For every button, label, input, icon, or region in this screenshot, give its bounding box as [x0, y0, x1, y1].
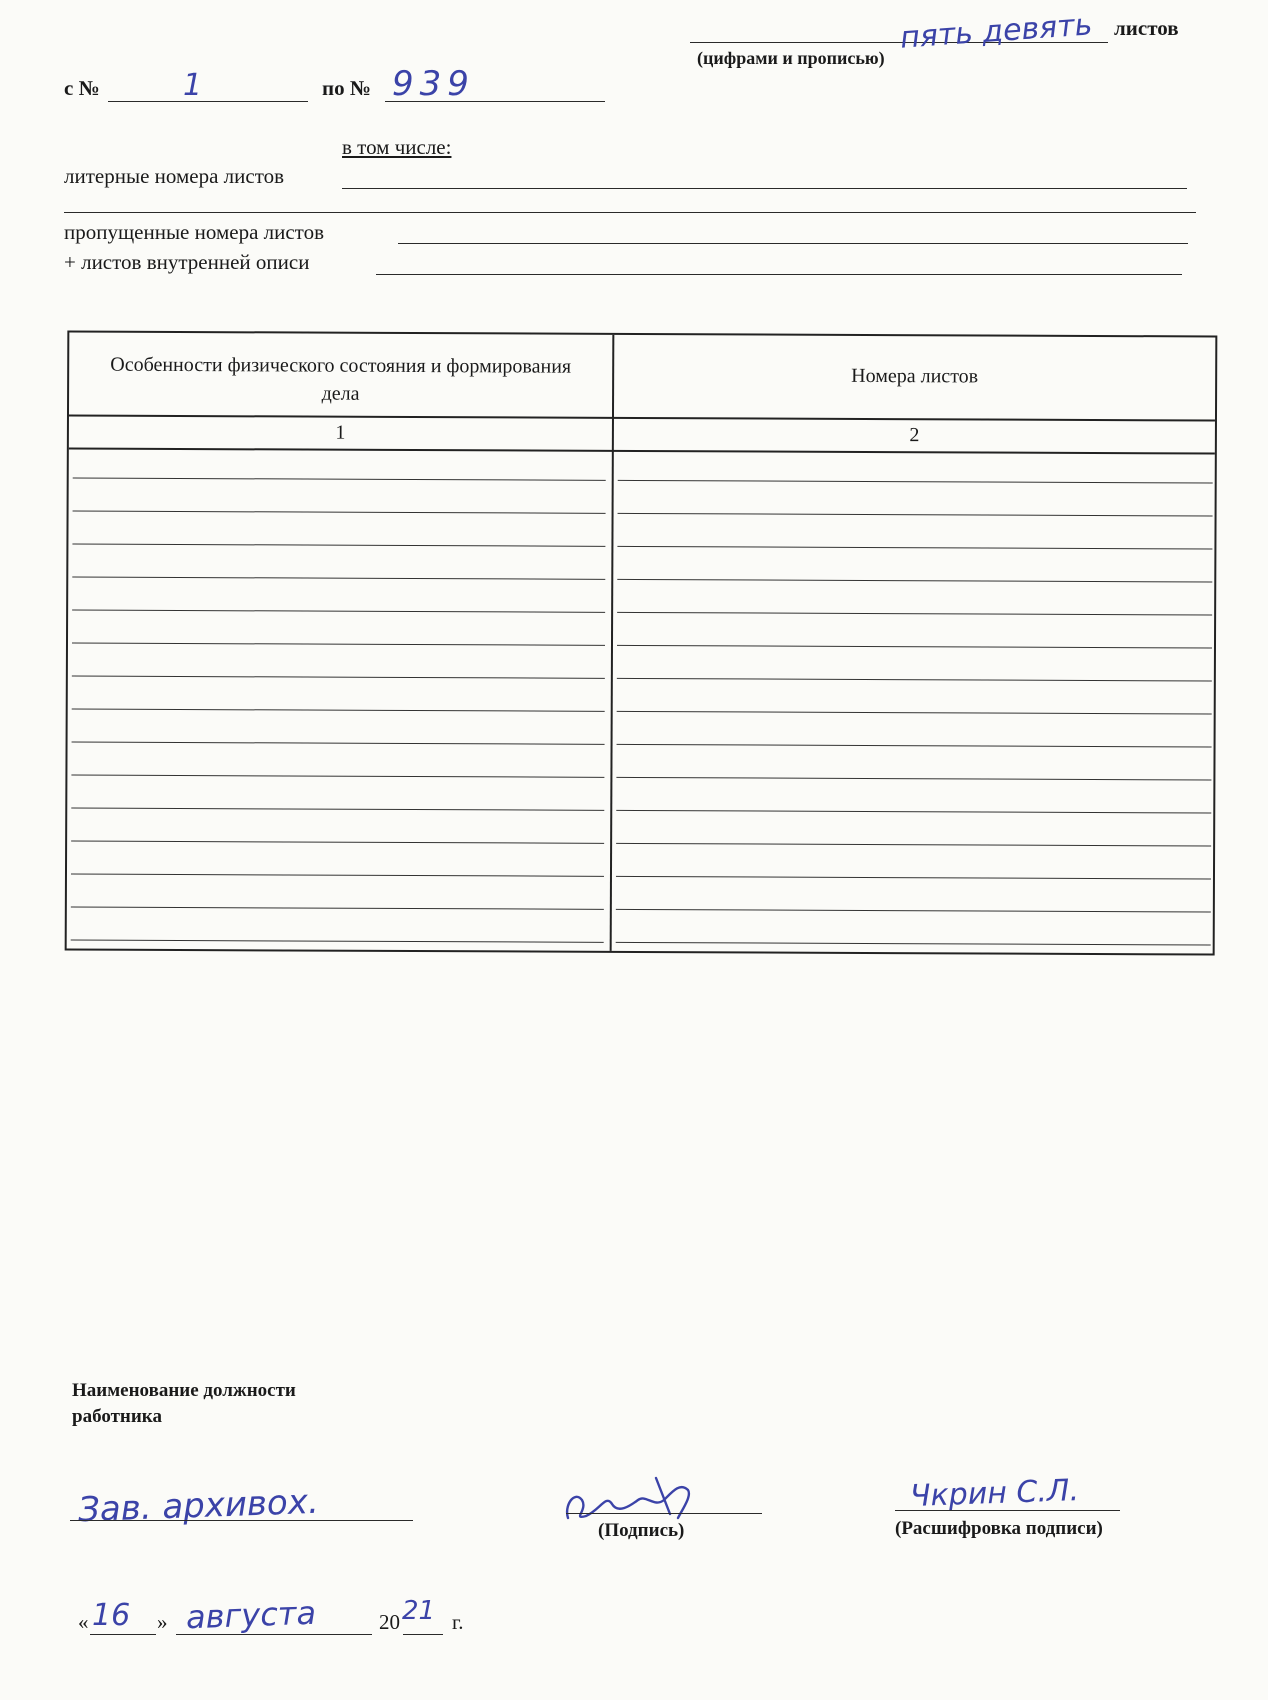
- date-year-mark: г.: [452, 1610, 464, 1634]
- condition-table: [65, 330, 1218, 955]
- table-row: [616, 876, 1211, 880]
- decode-caption: (Расшифровка подписи): [895, 1518, 1103, 1539]
- table-row: [618, 480, 1213, 484]
- internal-line: [376, 274, 1182, 275]
- col-number-2: 2: [909, 424, 920, 447]
- position-line: [70, 1520, 413, 1521]
- position-label-1: Наименование должности: [72, 1380, 296, 1401]
- col-number-1: 1: [335, 421, 346, 444]
- date-month-line: [176, 1634, 372, 1635]
- table-row: [616, 810, 1211, 814]
- sheets-word: листов: [1114, 16, 1179, 40]
- table-row: [72, 742, 605, 745]
- table-row: [71, 841, 604, 844]
- to-value: 939: [392, 64, 475, 104]
- decode-value: Чкрин С.Л.: [909, 1473, 1080, 1514]
- date-day-line: [90, 1634, 156, 1635]
- table-row: [617, 711, 1212, 715]
- table-row: [71, 808, 604, 811]
- table-row: [72, 544, 605, 547]
- from-value: 1: [183, 68, 203, 103]
- date-day: 16: [92, 1598, 131, 1633]
- table-row: [71, 775, 604, 778]
- date-month: августа: [185, 1593, 317, 1637]
- table-row: [71, 940, 604, 943]
- missing-label: пропущенные номера листов: [64, 220, 324, 244]
- date-close-quote: »: [157, 1610, 168, 1634]
- table-row: [616, 942, 1211, 946]
- date-year-suffix: 21: [402, 1596, 436, 1626]
- position-value: Зав. архивох.: [77, 1481, 320, 1531]
- missing-line: [398, 243, 1188, 244]
- table-row: [72, 709, 605, 712]
- from-line: [108, 101, 308, 102]
- to-label: по №: [322, 76, 371, 100]
- lettered-line: [342, 188, 1187, 189]
- number-rule: [69, 448, 1215, 455]
- decode-line: [895, 1510, 1120, 1511]
- table-row: [617, 612, 1212, 616]
- date-year-prefix: 20: [379, 1610, 400, 1634]
- date-year-line: [403, 1634, 443, 1635]
- signature-caption: (Подпись): [598, 1520, 685, 1541]
- lettered-label: литерные номера листов: [64, 164, 285, 188]
- table-row: [617, 645, 1212, 649]
- position-label-2: работника: [72, 1406, 162, 1427]
- table-row: [72, 676, 605, 679]
- table-row: [73, 511, 606, 514]
- signature-line: [566, 1513, 762, 1514]
- col-header-sheets: Номера листов: [851, 364, 979, 388]
- table-row: [618, 513, 1213, 517]
- table-row: [616, 909, 1211, 913]
- sheets-hint: (цифрами и прописью): [697, 48, 885, 68]
- table-row: [72, 577, 605, 580]
- table-row: [72, 643, 605, 646]
- col-header-condition: Особенности физического состояния и формирования дела: [110, 353, 572, 405]
- from-label: с №: [64, 76, 100, 100]
- lettered-line-2: [64, 212, 1196, 213]
- table-rows: [69, 333, 1215, 338]
- table-row: [71, 874, 604, 877]
- table-row: [73, 478, 606, 481]
- table-row: [617, 744, 1212, 748]
- table-row: [71, 907, 604, 910]
- table-row: [616, 777, 1211, 781]
- table-row: [617, 546, 1212, 550]
- table-row: [72, 610, 605, 613]
- sheets-handwritten: пять девять: [899, 7, 1094, 56]
- date-open-quote: «: [78, 1610, 89, 1634]
- table-row: [617, 678, 1212, 682]
- table-row: [617, 579, 1212, 583]
- table-row: [616, 843, 1211, 847]
- including-title: в том числе:: [342, 135, 452, 159]
- internal-label: + листов внутренней описи: [64, 250, 310, 274]
